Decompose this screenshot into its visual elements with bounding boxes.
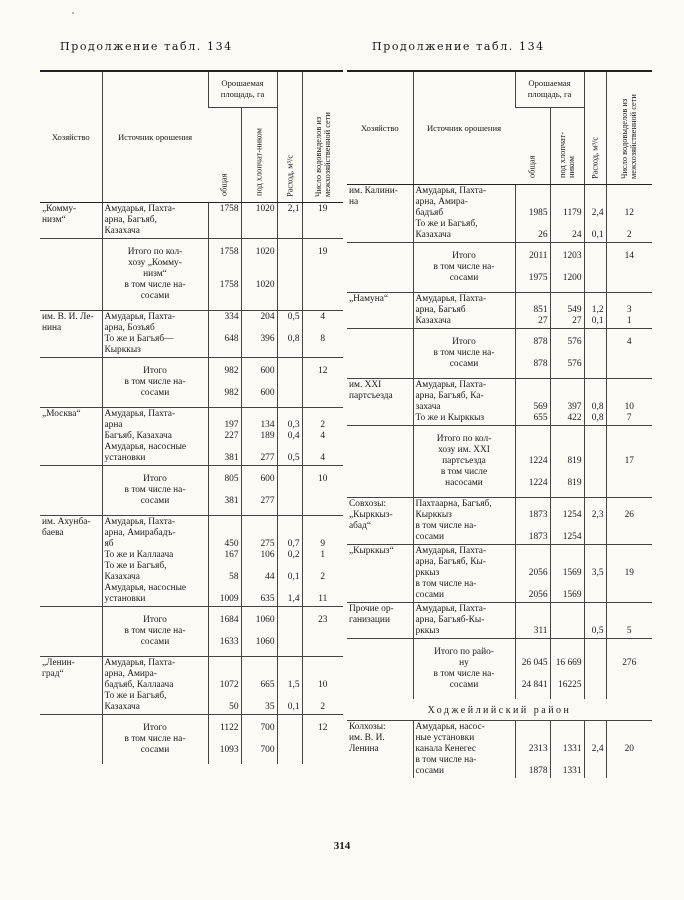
cell-flow: 0,5 0,8 xyxy=(277,311,302,358)
cell-total-area: 1072 50 xyxy=(208,657,241,715)
total-row xyxy=(347,243,652,293)
cell-total-area: 1122 1093 xyxy=(208,715,241,765)
table-continuation-title-left: Продолжение табл. 134 xyxy=(60,40,233,53)
cell-flow xyxy=(277,239,302,311)
cell-flow xyxy=(277,607,302,657)
cell-cotton-area: 600 277 xyxy=(241,466,277,516)
cell-farm xyxy=(40,715,102,765)
cell-farm xyxy=(40,607,102,657)
cell-farm: Колхозы: им. В. И. Ленина xyxy=(347,721,413,779)
cell-farm xyxy=(40,466,102,516)
cell-cotton-area: 1569 1569 xyxy=(550,545,584,603)
cell-cotton-area: 576 576 xyxy=(550,329,584,379)
cell-source: Амударья, Пахта- арна, Багъяб, Ка- захача То же и Кырккыз xyxy=(413,379,515,426)
cell-farm: „Комму- низм“ xyxy=(42,204,77,225)
cell-itogo-label: Итого в том числе на- сосами xyxy=(102,607,208,657)
header-outlets: Число водовыделов из межхозяйственной сети xyxy=(606,71,652,185)
cell-source: Амударья, Пахта- арна, Багъяб Казахача xyxy=(413,293,515,329)
cell-outlets: 4 xyxy=(606,329,652,379)
cell-outlets: 276 xyxy=(606,639,652,700)
table-row xyxy=(347,185,652,243)
header-area-group: Орошаемая площадь, га xyxy=(208,71,277,107)
cell-flow: 2,4 0,1 xyxy=(584,185,606,243)
header-outlets: Число водовыделов из межхозяйственной сети xyxy=(302,71,343,203)
district-heading: Ходжейлийский район xyxy=(427,705,572,716)
cell-total-area: 2313 1878 xyxy=(515,721,550,779)
cell-cotton-area: 16 669 16225 xyxy=(550,639,584,700)
cell-source: Пахтаарна, Багъяб, Кырккыз в том числе на- сосами xyxy=(413,498,515,545)
cell-cotton-area xyxy=(550,603,584,639)
cell-farm xyxy=(347,426,413,498)
cell-cotton-area: 1020 1020 xyxy=(241,239,277,311)
page-number: 314 xyxy=(333,840,351,852)
cell-total-area: 1684 1633 xyxy=(208,607,241,657)
cell-cotton-area: 549 27 xyxy=(550,293,584,329)
cell-flow xyxy=(277,358,302,408)
table-row xyxy=(40,516,343,607)
header-farm: Хозяйство xyxy=(40,71,102,203)
cell-flow xyxy=(584,329,606,379)
left-table-column xyxy=(40,70,343,764)
cell-farm: Совхозы: „Кырккыз- абад“ xyxy=(347,498,413,545)
cell-flow xyxy=(584,426,606,498)
total-row xyxy=(40,466,343,516)
cell-total-area: 2056 2056 xyxy=(515,545,550,603)
cell-total-area: 1873 1873 xyxy=(515,498,550,545)
cell-flow: 2,4 xyxy=(584,721,606,779)
cell-flow: 2,1 xyxy=(277,203,302,239)
cell-flow: 3,5 xyxy=(584,545,606,603)
cell-farm: „Ленин- град“ xyxy=(40,657,102,715)
cell-cotton-area: 1331 1331 xyxy=(550,721,584,779)
cell-farm: „Намуна“ xyxy=(347,293,413,329)
header-source: Источник орошения xyxy=(102,71,208,203)
cell-outlets: 19 xyxy=(606,545,652,603)
table-row xyxy=(347,293,652,329)
cell-itogo-label: Итого по кол- хозу „Комму- низм“ в том числе на- сосами xyxy=(102,239,208,311)
table-continuation-title-right: Продолжение табл. 134 xyxy=(372,40,545,53)
cell-outlets: 12 2 xyxy=(606,185,652,243)
cell-cotton-area: 1179 24 xyxy=(550,185,584,243)
irrigation-table-right xyxy=(347,70,652,778)
cell-total-area: 878 878 xyxy=(515,329,550,379)
cell-source: Амударья, насос- ные установки канала Кенегес в том числе на- сосами xyxy=(413,721,515,779)
cell-outlets: 26 xyxy=(606,498,652,545)
header-farm: Хозяйство xyxy=(347,71,413,185)
total-row xyxy=(40,239,343,311)
cell-flow: 0,7 0,2 0,1 1,4 xyxy=(277,516,302,607)
table-row xyxy=(40,203,343,239)
cell-total-area: 311 xyxy=(515,603,550,639)
cell-outlets: 3 1 xyxy=(606,293,652,329)
cell-itogo-label: Итого по кол- хозу им. XXI партсъезда в том числе насосами xyxy=(413,426,515,498)
cell-farm: им. В. И. Ле- нина xyxy=(40,311,102,358)
right-table-column xyxy=(347,70,652,778)
cell-itogo-label: Итого в том числе на- сосами xyxy=(102,466,208,516)
cell-outlets: 20 xyxy=(606,721,652,779)
cell-farm xyxy=(347,243,413,293)
total-row xyxy=(40,358,343,408)
cell-total-area: 805 381 xyxy=(208,466,241,516)
cell-outlets: 10 xyxy=(302,466,343,516)
cell-farm: „Кырккыз“ xyxy=(347,545,413,603)
cell-itogo-label: Итого в том числе на- сосами xyxy=(413,329,515,379)
cell-flow xyxy=(584,243,606,293)
cell-cotton-area: 665 35 xyxy=(241,657,277,715)
cell-cotton-area: 700 700 xyxy=(241,715,277,765)
cell-outlets: 4 8 xyxy=(302,311,343,358)
cell-farm: им. Ахунба- баева xyxy=(40,516,102,607)
table-row xyxy=(347,379,652,426)
table-row xyxy=(40,657,343,715)
cell-total-area: 851 27 xyxy=(515,293,550,329)
total-row xyxy=(347,329,652,379)
cell-flow: 1,2 0,1 xyxy=(584,293,606,329)
cell-source: Амударья, Пахта- арна, Амира- бадъяб То же и Багъяб, Казахача xyxy=(413,185,515,243)
cell-total-area: 197 227 381 xyxy=(208,408,241,466)
header-flow: Расход, м³/с xyxy=(277,71,302,203)
cell-source: Амударья, Пахта- арна Багъяб, Казахача Амударья, насосные установки xyxy=(102,408,208,466)
header-cotton: под хлопчат-ником xyxy=(550,107,584,184)
cell-outlets: 23 xyxy=(302,607,343,657)
cell-farm: „Москва“ xyxy=(40,408,102,466)
cell-cotton-area: 1254 1254 xyxy=(550,498,584,545)
header-source: Источник орошения xyxy=(413,71,515,185)
cell-cotton-area: 1203 1200 xyxy=(550,243,584,293)
cell-farm: им. XXI партсъезда xyxy=(347,379,413,426)
cell-outlets: 14 xyxy=(606,243,652,293)
cell-flow: 1,5 0,1 xyxy=(277,657,302,715)
cell-outlets: 10 7 xyxy=(606,379,652,426)
cell-outlets: 17 xyxy=(606,426,652,498)
cell-total-area: 1224 1224 xyxy=(515,426,550,498)
district-heading-row xyxy=(347,699,652,721)
cell-source: Амударья, Пахта- арна, Бозъяб То же и Багъяб— Кырккыз xyxy=(102,311,208,358)
cell-outlets: 10 2 xyxy=(302,657,343,715)
cell-source: Амударья, Пахта- арна, Багъяб, Казахача xyxy=(102,203,208,239)
cell-farm xyxy=(40,358,102,408)
cell-cotton-area: 600 600 xyxy=(241,358,277,408)
cell-total-area: 1985 26 xyxy=(515,185,550,243)
cell-farm: Прочие ор- ганизации xyxy=(347,603,413,639)
table-row xyxy=(347,498,652,545)
cell-cotton-area: 275 106 44 635 xyxy=(241,516,277,607)
cell-itogo-label: Итого в том числе на- сосами xyxy=(413,243,515,293)
header-total: общая xyxy=(208,107,241,202)
cell-farm xyxy=(347,639,413,700)
table-row xyxy=(40,311,343,358)
cell-total-area: 1758 xyxy=(208,203,241,239)
cell-outlets: 5 xyxy=(606,603,652,639)
cell-outlets: 2 4 4 xyxy=(302,408,343,466)
table-row xyxy=(40,408,343,466)
irrigation-table-left xyxy=(40,70,343,764)
cell-total-area: 334 648 xyxy=(208,311,241,358)
cell-flow: 2,3 xyxy=(584,498,606,545)
cell-cotton-area: 204 396 xyxy=(241,311,277,358)
table-row xyxy=(347,721,652,779)
table-row xyxy=(347,603,652,639)
cell-outlets: 19 xyxy=(302,203,343,239)
total-row xyxy=(40,607,343,657)
cell-flow: 0,5 xyxy=(584,603,606,639)
total-row xyxy=(40,715,343,765)
cell-itogo-label: Итого в том числе на- сосами xyxy=(102,358,208,408)
cell-flow xyxy=(277,715,302,765)
cell-outlets: 12 xyxy=(302,358,343,408)
cell-source: Амударья, Пахта- арна, Амирабадъ- яб То же и Каллаача То же и Багъяб, Казахача Амударья, насосные установки xyxy=(102,516,208,607)
cell-flow xyxy=(277,466,302,516)
cell-cotton-area: 397 422 xyxy=(550,379,584,426)
cell-itogo-label: Итого по райо- ну в том числе на- сосами xyxy=(413,639,515,700)
cell-flow xyxy=(584,639,606,700)
cell-total-area: 2011 1975 xyxy=(515,243,550,293)
cell-cotton-area: 1020 xyxy=(241,203,277,239)
cell-flow: 0,8 0,8 xyxy=(584,379,606,426)
cell-farm: им. Калини- на xyxy=(349,186,398,207)
header-area-group: Орошаемая площадь, га xyxy=(515,71,584,107)
total-row xyxy=(347,426,652,498)
cell-flow: 0,3 0,4 0,5 xyxy=(277,408,302,466)
cell-total-area: 26 045 24 841 xyxy=(515,639,550,700)
cell-cotton-area: 134 189 277 xyxy=(241,408,277,466)
speck xyxy=(72,12,74,14)
cell-source: Амударья, Пахта- арна, Амира- бадъяб, Каллаача То же и Багъяб, Казахача xyxy=(102,657,208,715)
cell-farm xyxy=(40,239,102,311)
cell-outlets: 12 xyxy=(302,715,343,765)
cell-source: Амударья, Пахта- арна, Багъяб-Кы- рккыз xyxy=(413,603,515,639)
cell-cotton-area: 1060 1060 xyxy=(241,607,277,657)
cell-outlets: 9 1 2 11 xyxy=(302,516,343,607)
header-flow: Расход, м³/с xyxy=(584,71,606,185)
header-total: общая xyxy=(515,107,550,184)
cell-total-area: 450 167 58 1009 xyxy=(208,516,241,607)
cell-cotton-area: 819 819 xyxy=(550,426,584,498)
cell-total-area: 1758 1758 xyxy=(208,239,241,311)
cell-total-area: 569 655 xyxy=(515,379,550,426)
total-row xyxy=(347,639,652,700)
cell-farm xyxy=(347,329,413,379)
header-cotton: под хлопчат-ником xyxy=(241,107,277,202)
cell-itogo-label: Итого в том числе на- сосами xyxy=(102,715,208,765)
cell-total-area: 982 982 xyxy=(208,358,241,408)
cell-outlets: 19 xyxy=(302,239,343,311)
table-row xyxy=(347,545,652,603)
cell-source: Амударья, Пахта- арна, Багъяб, Кы- рккыз в том числе на- сосами xyxy=(413,545,515,603)
